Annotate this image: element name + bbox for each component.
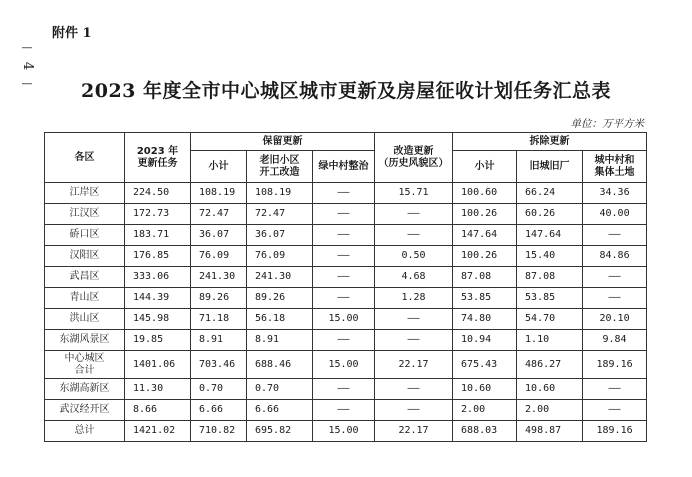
row-old-factory: 147.64: [517, 225, 583, 246]
table-row: [45, 400, 647, 421]
row-old-factory: 87.08: [517, 267, 583, 288]
row-urban-village: ——: [313, 288, 375, 309]
row-total: 144.39: [125, 288, 191, 309]
row-retain-subtotal: 72.47: [191, 204, 247, 225]
row-rebuild: ——: [375, 379, 453, 400]
row-district: 江岸区: [45, 183, 125, 204]
row-total: 224.50: [125, 183, 191, 204]
row-village-collective: ——: [583, 379, 647, 400]
row-rebuild: ——: [375, 400, 453, 421]
row-demolish-subtotal: 675.43: [453, 351, 517, 379]
row-demolish-subtotal: 87.08: [453, 267, 517, 288]
row-urban-village: 15.00: [313, 421, 375, 442]
row-old-factory: 60.26: [517, 204, 583, 225]
row-district: 东湖高新区: [45, 379, 125, 400]
header-retain-group: 保留更新: [191, 133, 375, 151]
row-retain-subtotal: 703.46: [191, 351, 247, 379]
table-row: [45, 204, 647, 225]
table-row: [45, 351, 647, 379]
row-total: 8.66: [125, 400, 191, 421]
unit-note: 单位：万平方米: [570, 118, 644, 130]
row-demolish-subtotal: 100.26: [453, 204, 517, 225]
document-title: 2023 年度全市中心城区城市更新及房屋征收计划任务汇总表: [81, 80, 611, 102]
row-old-community: 0.70: [247, 379, 313, 400]
table-row: [45, 225, 647, 246]
row-total: 172.73: [125, 204, 191, 225]
row-retain-subtotal: 6.66: [191, 400, 247, 421]
row-village-collective: 34.36: [583, 183, 647, 204]
header-urban-village: 绿中村整治: [313, 151, 375, 183]
table-row: [45, 379, 647, 400]
row-village-collective: 9.84: [583, 330, 647, 351]
row-old-community: 36.07: [247, 225, 313, 246]
row-demolish-subtotal: 100.26: [453, 246, 517, 267]
row-village-collective: ——: [583, 400, 647, 421]
row-village-collective: ——: [583, 267, 647, 288]
row-total: 176.85: [125, 246, 191, 267]
row-rebuild: ——: [375, 204, 453, 225]
row-retain-subtotal: 76.09: [191, 246, 247, 267]
page-number: 4: [20, 61, 35, 71]
row-old-community: 8.91: [247, 330, 313, 351]
row-old-factory: 1.10: [517, 330, 583, 351]
row-old-factory: 498.87: [517, 421, 583, 442]
header-demolish-subtotal: 小计: [453, 151, 517, 183]
row-district: 硚口区: [45, 225, 125, 246]
row-total: 145.98: [125, 309, 191, 330]
row-demolish-subtotal: 100.60: [453, 183, 517, 204]
row-rebuild: 1.28: [375, 288, 453, 309]
row-retain-subtotal: 71.18: [191, 309, 247, 330]
table-row: [45, 330, 647, 351]
row-old-community: 6.66: [247, 400, 313, 421]
row-retain-subtotal: 89.26: [191, 288, 247, 309]
row-rebuild: 22.17: [375, 351, 453, 379]
table-row: [45, 421, 647, 442]
row-retain-subtotal: 8.91: [191, 330, 247, 351]
row-district: 总计: [45, 421, 125, 442]
row-retain-subtotal: 0.70: [191, 379, 247, 400]
header-total-2023: 2023 年 更新任务: [125, 133, 191, 183]
attachment-label: 附件 1: [52, 26, 92, 41]
row-rebuild: ——: [375, 225, 453, 246]
row-retain-subtotal: 241.30: [191, 267, 247, 288]
row-demolish-subtotal: 74.80: [453, 309, 517, 330]
row-old-community: 56.18: [247, 309, 313, 330]
table-row: [45, 309, 647, 330]
row-rebuild: 22.17: [375, 421, 453, 442]
page-marker-dash-top: —: [21, 41, 33, 54]
row-urban-village: ——: [313, 400, 375, 421]
row-total: 19.85: [125, 330, 191, 351]
row-demolish-subtotal: 10.94: [453, 330, 517, 351]
row-village-collective: 40.00: [583, 204, 647, 225]
row-old-community: 76.09: [247, 246, 313, 267]
table-row: [45, 183, 647, 204]
row-urban-village: ——: [313, 267, 375, 288]
row-old-factory: 66.24: [517, 183, 583, 204]
row-demolish-subtotal: 147.64: [453, 225, 517, 246]
row-district: 武昌区: [45, 267, 125, 288]
row-urban-village: ——: [313, 204, 375, 225]
row-urban-village: 15.00: [313, 351, 375, 379]
row-district: 汉阳区: [45, 246, 125, 267]
row-total: 1401.06: [125, 351, 191, 379]
row-village-collective: ——: [583, 225, 647, 246]
row-demolish-subtotal: 688.03: [453, 421, 517, 442]
row-district: 武汉经开区: [45, 400, 125, 421]
summary-table: [44, 132, 647, 442]
header-retain-subtotal: 小计: [191, 151, 247, 183]
row-old-community: 688.46: [247, 351, 313, 379]
row-village-collective: 189.16: [583, 351, 647, 379]
row-rebuild: 4.68: [375, 267, 453, 288]
header-village-collective: 城中村和 集体土地: [583, 151, 647, 183]
row-old-community: 108.19: [247, 183, 313, 204]
table-row: [45, 267, 647, 288]
row-urban-village: 15.00: [313, 309, 375, 330]
row-rebuild: 15.71: [375, 183, 453, 204]
header-old-factory: 旧城旧厂: [517, 151, 583, 183]
row-urban-village: ——: [313, 246, 375, 267]
row-old-community: 241.30: [247, 267, 313, 288]
row-total: 183.71: [125, 225, 191, 246]
row-rebuild: ——: [375, 330, 453, 351]
header-old-community: 老旧小区 开工改造: [247, 151, 313, 183]
row-old-factory: 54.70: [517, 309, 583, 330]
row-rebuild: ——: [375, 309, 453, 330]
row-urban-village: ——: [313, 330, 375, 351]
row-old-factory: 10.60: [517, 379, 583, 400]
table-row: [45, 246, 647, 267]
row-district: 青山区: [45, 288, 125, 309]
row-district: 江汉区: [45, 204, 125, 225]
row-demolish-subtotal: 10.60: [453, 379, 517, 400]
row-retain-subtotal: 36.07: [191, 225, 247, 246]
header-rebuild-group: 改造更新 （历史风貌区）: [375, 133, 453, 183]
row-village-collective: 189.16: [583, 421, 647, 442]
row-retain-subtotal: 108.19: [191, 183, 247, 204]
row-urban-village: ——: [313, 379, 375, 400]
row-retain-subtotal: 710.82: [191, 421, 247, 442]
row-total: 11.30: [125, 379, 191, 400]
row-district: 中心城区 合计: [45, 351, 125, 379]
row-village-collective: ——: [583, 288, 647, 309]
row-old-community: 89.26: [247, 288, 313, 309]
page-marker-dash-bottom: —: [21, 77, 33, 90]
row-rebuild: 0.50: [375, 246, 453, 267]
header-district: 各区: [45, 133, 125, 183]
row-old-factory: 486.27: [517, 351, 583, 379]
row-total: 333.06: [125, 267, 191, 288]
row-district: 东湖风景区: [45, 330, 125, 351]
row-urban-village: ——: [313, 225, 375, 246]
row-village-collective: 84.86: [583, 246, 647, 267]
row-total: 1421.02: [125, 421, 191, 442]
row-old-factory: 53.85: [517, 288, 583, 309]
row-old-factory: 15.40: [517, 246, 583, 267]
row-old-community: 72.47: [247, 204, 313, 225]
row-demolish-subtotal: 53.85: [453, 288, 517, 309]
row-village-collective: 20.10: [583, 309, 647, 330]
table-row: [45, 288, 647, 309]
row-district: 洪山区: [45, 309, 125, 330]
header-demolish-group: 拆除更新: [453, 133, 647, 151]
row-demolish-subtotal: 2.00: [453, 400, 517, 421]
row-urban-village: ——: [313, 183, 375, 204]
row-old-community: 695.82: [247, 421, 313, 442]
row-old-factory: 2.00: [517, 400, 583, 421]
